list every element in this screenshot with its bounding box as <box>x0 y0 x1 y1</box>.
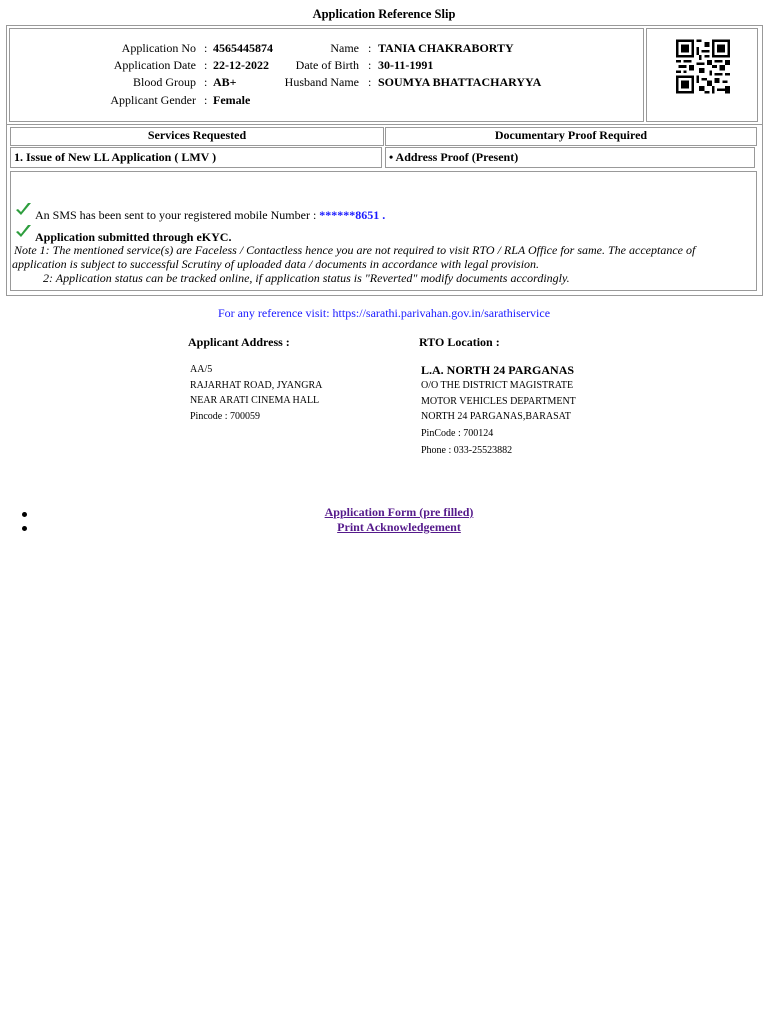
header-documentary-proof: Documentary Proof Required <box>385 127 757 146</box>
rto-address-line: MOTOR VEHICLES DEPARTMENT <box>421 395 576 407</box>
label-blood-group: Blood Group <box>133 75 196 89</box>
address-line: AA/5 <box>190 364 213 375</box>
note-1: Note 1: The mentioned service(s) are Faceless / Contactless hence you are not required to visit RTO / RLA Office for same. The acceptance of <box>14 243 696 257</box>
colon: : <box>368 58 372 72</box>
label-husband-name: Husband Name <box>284 75 359 89</box>
sms-text: An SMS has been sent to your registered mobile Number : <box>35 208 317 222</box>
label-application-no: Application No <box>121 41 196 55</box>
blood-group-value: AB+ <box>213 75 237 89</box>
name-value: TANIA CHAKRABORTY <box>378 41 514 55</box>
colon: : <box>204 75 208 89</box>
application-date-value: 22-12-2022 <box>213 58 269 72</box>
proof-item: • Address Proof (Present) <box>385 147 755 168</box>
dob-value: 30-11-1991 <box>378 58 434 72</box>
header-services-requested: Services Requested <box>10 127 384 146</box>
rto-address-line: NORTH 24 PARGANAS,BARASAT <box>421 411 571 422</box>
rto-phone: Phone : 033-25523882 <box>421 445 513 456</box>
service-item: 1. Issue of New LL Application ( LMV ) <box>10 147 382 168</box>
husband-name-value: SOUMYA BHATTACHARYYA <box>378 75 542 89</box>
colon: : <box>368 41 372 55</box>
reference-link-text[interactable]: For any reference visit: https://sarathi.parivahan.gov.in/sarathiservice <box>217 306 551 320</box>
note-1-continued: application is subject to successful Scrutiny of uploaded data / documents in accordance with legal provision. <box>12 257 540 271</box>
colon: : <box>204 41 208 55</box>
sms-masked-number: ******8651 . <box>319 208 386 222</box>
label-dob: Date of Birth <box>295 58 359 72</box>
label-name: Name <box>330 41 359 55</box>
check-mark-icon <box>15 224 32 239</box>
colon: : <box>204 58 208 72</box>
label-gender: Applicant Gender <box>110 93 196 107</box>
check-mark-icon <box>15 202 32 217</box>
rto-address-line: O/O THE DISTRICT MAGISTRATE <box>421 380 574 391</box>
application-no-value: 4565445874 <box>213 41 273 55</box>
applicant-address-block <box>190 362 322 424</box>
note-2: 2: Application status can be tracked online, if application status is "Reverted" modify documents accordingly. <box>43 271 570 285</box>
rto-address-block <box>421 378 576 459</box>
print-acknowledgement-link[interactable]: Print Acknowledgement <box>337 520 461 534</box>
page-title: Application Reference Slip <box>312 7 456 21</box>
address-line: RAJARHAT ROAD, JYANGRA <box>190 379 323 391</box>
rto-name: L.A. NORTH 24 PARGANAS <box>421 363 575 377</box>
gender-value: Female <box>213 93 251 107</box>
sms-message <box>35 208 385 223</box>
label-application-date: Application Date <box>113 58 196 72</box>
colon: : <box>204 93 208 107</box>
applicant-address-heading: Applicant Address : <box>188 335 290 349</box>
qr-code-icon <box>676 39 730 94</box>
ekyc-message: Application submitted through eKYC. <box>35 230 232 244</box>
rto-location-heading: RTO Location : <box>419 335 500 349</box>
rto-pincode: PinCode : 700124 <box>421 427 494 439</box>
address-line: NEAR ARATI CINEMA HALL <box>190 395 320 406</box>
address-pincode: Pincode : 700059 <box>190 410 260 422</box>
application-form-link[interactable]: Application Form (pre filled) <box>324 505 474 519</box>
colon: : <box>368 75 372 89</box>
